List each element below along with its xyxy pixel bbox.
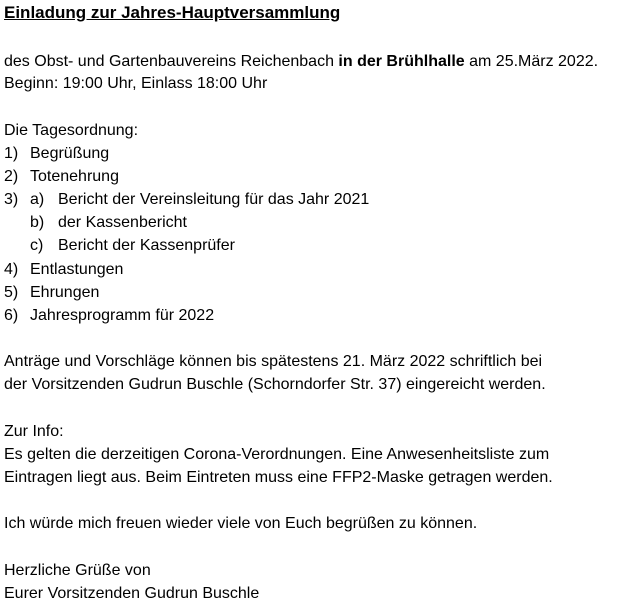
agenda-item-1	[4, 144, 109, 164]
agenda-item-number: 2)	[4, 168, 19, 185]
agenda-item-number: 6)	[4, 307, 19, 324]
intro-venue: in der Brühlhalle	[338, 53, 465, 70]
intro-line-2: Beginn: 19:00 Uhr, Einlass 18:00 Uhr	[4, 75, 268, 92]
info-line-1: Es gelten die derzeitigen Corona-Verordnungen. Eine Anwesenheitsliste zum	[4, 446, 550, 463]
agenda-item-text: Bericht der Kassenprüfer	[58, 237, 235, 254]
agenda-subitem-letter: b)	[30, 214, 45, 231]
agenda-subitem-letter: c)	[30, 237, 44, 254]
agenda-item-5	[4, 283, 99, 303]
agenda-item-3a	[4, 190, 369, 210]
info-line-2: Eintragen liegt aus. Beim Eintreten muss eine FFP2-Maske getragen werden.	[4, 469, 553, 486]
agenda-item-4	[4, 260, 123, 280]
agenda-item-text: der Kassenbericht	[58, 214, 187, 231]
agenda-item-text: Ehrungen	[30, 284, 100, 301]
agenda-item-text: Entlastungen	[30, 261, 124, 278]
agenda-item-number: 4)	[4, 261, 19, 278]
agenda-item-3c	[30, 236, 235, 256]
document-title: Einladung zur Jahres-Hauptversammlung	[4, 3, 341, 22]
agenda-item-text: Jahresprogramm für 2022	[30, 307, 215, 324]
agenda-heading: Die Tagesordnung:	[4, 122, 139, 139]
motions-line-2: der Vorsitzenden Gudrun Buschle (Schorndorfer Str. 37) eingereicht werden.	[4, 376, 546, 393]
intro-text-after: am 25.März 2022.	[464, 53, 599, 70]
agenda-item-3b	[30, 213, 187, 233]
signature-line-1: Herzliche Grüße von	[4, 562, 151, 579]
agenda-item-6	[4, 306, 214, 326]
intro-line-1	[4, 52, 598, 72]
closing-text: Ich würde mich freuen wieder viele von Euch begrüßen zu können.	[4, 515, 478, 532]
agenda-item-number: 1)	[4, 145, 19, 162]
info-heading: Zur Info:	[4, 423, 64, 440]
motions-line-1: Anträge und Vorschläge können bis spätestens 21. März 2022 schriftlich bei	[4, 353, 543, 370]
agenda-subitem-letter: a)	[30, 191, 45, 208]
agenda-item-text: Totenehrung	[30, 168, 119, 185]
agenda-item-text: Begrüßung	[30, 145, 110, 162]
signature-line-2: Eurer Vorsitzenden Gudrun Buschle	[4, 585, 260, 602]
intro-text-before: des Obst- und Gartenbauvereins Reichenbach	[4, 53, 339, 70]
agenda-item-number: 3)	[4, 191, 19, 208]
agenda-item-number: 5)	[4, 284, 19, 301]
agenda-item-2	[4, 167, 119, 187]
agenda-item-text: Bericht der Vereinsleitung für das Jahr 2021	[58, 191, 370, 208]
